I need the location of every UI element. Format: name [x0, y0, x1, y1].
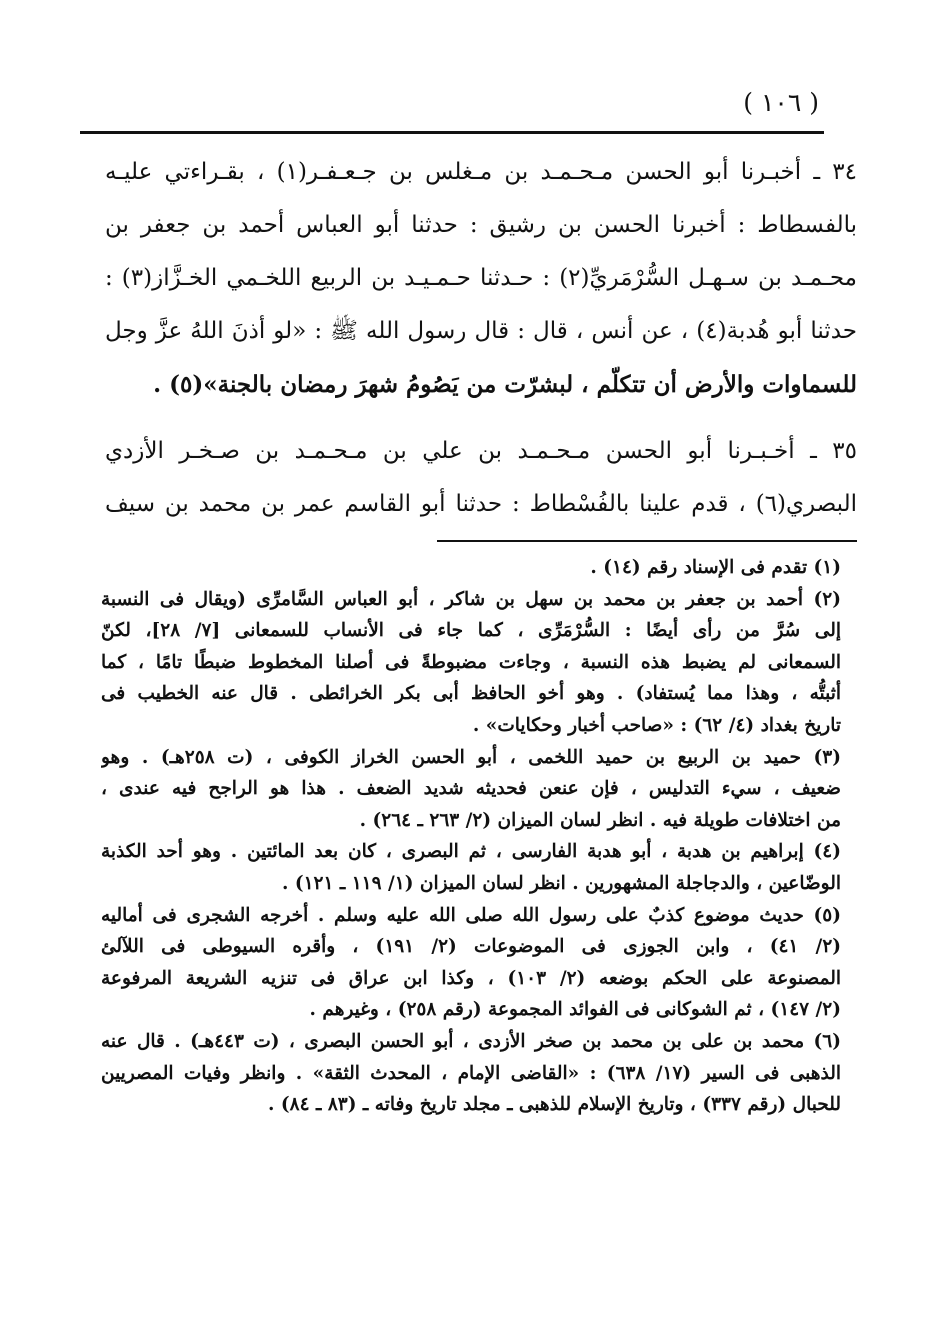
- main-line: للسماوات والأرض أن تتكلّم ، لبشرّت من يَصُومُ شهرَ رمضان بالجنة»(٥) .: [153, 371, 857, 398]
- main-line: محـمـد بن سـهـل السُّرْمَريِّ(٢) : حـدثنا حـمـيـد بن الربيع اللخـمي الخـزَّاز(٣) :: [105, 265, 857, 291]
- footnotes: [101, 552, 841, 1121]
- footnote-line: إلى سُرَّ من رأى أيضًا : السُّرْمَرِّى ، كما جاء فى الأنساب للسمعانى [٧/ ٢٨]، لكنّ: [101, 620, 841, 642]
- footnote-line: (١) تقدم فى الإسناد رقم (١٤) .: [590, 557, 841, 578]
- main-line: بالفسطاط : أخبرنا الحسن بن رشيق : حدثنا أبو العباس أحمد بن جعفر بن: [105, 212, 857, 238]
- header-rule: [80, 131, 824, 134]
- footnote-line: أثبتُّه ، وهذا مما يُستفاد) . وهو أخو الحافظ أبى بكر الخرائطى . قال عنه الخطيب فى: [101, 683, 841, 705]
- footnote-line: (٦) محمد بن على بن محمد بن صخر الأزدى ، أبو الحسن البصرى ، (ت ٤٤٣هـ) . قال عنه: [101, 1030, 841, 1052]
- footnote-line: السمعانى لم يضبط هذه النسبة ، وجاءت مضبوطةً فى أصلنا المخطوط ضبطًا تامًا ، كما: [101, 651, 841, 673]
- hadith-34: [105, 146, 857, 411]
- main-line: ٣٥ ـ أخـبـرنا أبو الحسن مـحـمـد بن علي بن مـحـمـد بن صـخـر الأزدي: [105, 438, 857, 464]
- main-line: ٣٤ ـ أخبـرنا أبو الحسن مـحـمـد بن مـغلس بن جـعـفـر(١) ، بقـراءتي عليـه: [105, 159, 857, 185]
- footnote-line: (٢/ ٤١) ، وابن الجوزى فى الموضوعات (٢/ ١٩١) ، وأقره السيوطى فى اللآلئ: [101, 936, 841, 958]
- page-number: ( ١٠٦ ): [743, 88, 819, 117]
- hadith-35: [105, 425, 857, 531]
- footnote-line: (٥) حديث موضوع كذبٌ على رسول الله صلى الله عليه وسلم . أخرجه الشجرى فى أماليه: [101, 904, 841, 926]
- paragraph-gap: [105, 411, 857, 425]
- footnote-line: المصنوعة على الحكم بوضعه (٢/ ١٠٣) ، وكذا ابن عراق فى تنزيه الشريعة المرفوعة: [101, 967, 841, 989]
- footnote-line: تاريخ بغداد (٤/ ٦٢) : «صاحب أخبار وحكايات» .: [472, 714, 841, 736]
- footnote-line: (٣) حميد بن الربيع بن حميد اللخمى ، أبو الحسن الخراز الكوفى ، (ت ٢٥٨هـ) . وهو: [101, 746, 841, 768]
- footnote-line: الوضّاعين ، والدجاجلة المشهورين . انظر لسان الميزان (١/ ١١٩ ـ ١٢١) .: [281, 872, 841, 894]
- footnote-rule: [437, 540, 857, 542]
- main-text: [105, 146, 857, 531]
- footnote-line: ضعيف ، سيء التدليس ، فإن عنعن فحديثه شديد الضعف . هذا هو الراجح فيه عندى ،: [101, 778, 841, 800]
- main-line: حدثنا أبو هُدبة(٤) ، عن أنس ، قال : قال رسول الله ﷺ : «لو أذنَ اللهُ عزَّ وجل: [105, 318, 857, 344]
- main-line: البصري(٦) ، قدم علينا بالفُسْطاط : حدثنا أبو القاسم عمر بن محمد بن سيف: [105, 491, 857, 517]
- footnote-line: (٤) إبراهيم بن هدبة ، أبو هدبة الفارسى ، ثم البصرى ، كان بعد المائتين . وهو أحد الكذبة: [101, 841, 841, 863]
- footnote-line: من اختلافات طويلة فيه . انظر لسان الميزان (٢/ ٢٦٣ ـ ٢٦٤) .: [359, 809, 841, 831]
- footnote-line: الذهبى فى السير (١٧/ ٦٣٨) : «القاضى الإمام ، المحدث الثقة» . وانظر وفيات المصريين: [101, 1062, 841, 1084]
- footnote-line: (٢/ ١٤٧) ، ثم الشوكانى فى الفوائد المجموعة (رقم ٢٥٨) ، وغيرهم .: [309, 999, 841, 1021]
- footnote-line: (٢) أحمد بن جعفر بن محمد بن سهل بن شاكر ، أبو العباس السَّامرِّى (ويقال فى النسبة: [101, 588, 841, 610]
- footnote-line: للحبال (رقم ٣٣٧) ، وتاريخ الإسلام للذهبى ـ مجلد تاريخ وفاته ـ (٨٣ ـ ٨٤) .: [268, 1094, 841, 1116]
